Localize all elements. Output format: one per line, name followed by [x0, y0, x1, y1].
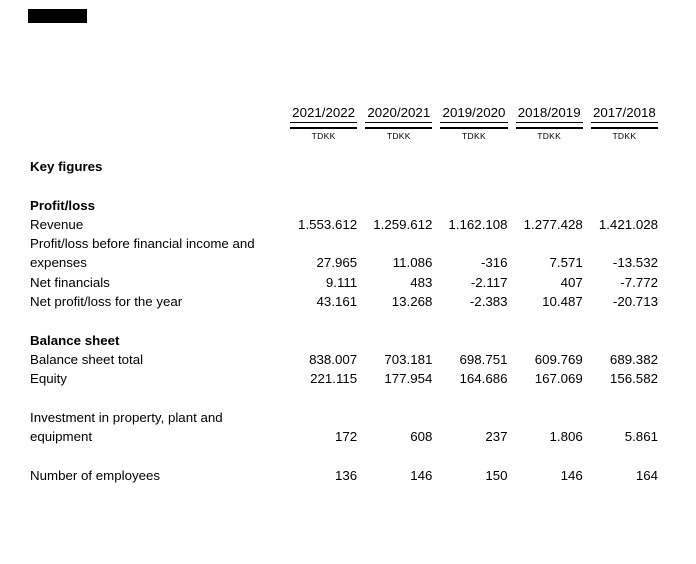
value-cell: 5.861 [624, 429, 658, 445]
value-cell: 1.259.612 [373, 216, 433, 232]
value-cell: 156.582 [609, 371, 658, 387]
value-cell: 221.115 [310, 371, 358, 387]
value-cell: 11.086 [392, 255, 433, 271]
unit-label: TDKK [612, 131, 637, 141]
row-label: Balance sheet total [30, 351, 144, 367]
section-heading: Key figures [30, 159, 103, 174]
row-label: Net financials [30, 274, 110, 290]
redaction-bar [28, 9, 87, 23]
table-row [30, 350, 658, 369]
table-row [30, 408, 658, 447]
value-cell: 407 [560, 274, 583, 290]
column-header [583, 105, 658, 142]
value-cell: 136 [335, 467, 358, 483]
value-cell: 703.181 [384, 351, 433, 367]
table-row [30, 466, 658, 485]
value-cell: -13.532 [612, 255, 658, 271]
value-cell: 608 [410, 429, 433, 445]
value-cell: 1.162.108 [448, 216, 508, 232]
value-cell: 172 [335, 429, 358, 445]
value-cell: 1.277.428 [523, 216, 583, 232]
value-cell: 150 [485, 467, 508, 483]
key-figures-table [30, 157, 658, 485]
unit-label: TDKK [537, 131, 562, 141]
value-cell: -2.383 [469, 294, 508, 310]
value-cell: 13.268 [391, 294, 433, 310]
year-label: 2017/2018 [591, 105, 658, 123]
row-label: Equity [30, 371, 67, 387]
column-header [357, 105, 432, 142]
value-cell: 10.487 [542, 294, 583, 310]
column-header-table [30, 105, 658, 142]
row-label: Number of employees [30, 467, 161, 483]
row-label: Profit/loss before financial income and expenses [30, 236, 255, 271]
value-cell: 146 [560, 467, 583, 483]
table-row [30, 234, 658, 273]
year-label: 2019/2020 [440, 105, 507, 123]
section-heading: Balance sheet [30, 332, 120, 348]
value-cell: 164 [635, 467, 658, 483]
unit-label: TDKK [462, 131, 486, 141]
section-heading-row [30, 157, 658, 176]
value-cell: 7.571 [549, 255, 583, 271]
value-cell: 146 [410, 467, 433, 483]
value-cell: 177.954 [384, 371, 433, 387]
section-heading: Profit/loss [30, 197, 96, 213]
section-heading-row [30, 196, 658, 215]
section-heading-row [30, 331, 658, 350]
value-cell: 1.553.612 [298, 216, 358, 232]
value-cell: 1.421.028 [598, 216, 658, 232]
value-cell: 483 [410, 274, 433, 290]
column-header [508, 105, 583, 142]
value-cell: 689.382 [609, 351, 658, 367]
value-cell: -316 [480, 255, 508, 271]
value-cell: -7.772 [620, 274, 658, 290]
unit-label: TDKK [386, 131, 411, 141]
column-header-row [30, 105, 658, 142]
year-label: 2018/2019 [516, 105, 583, 123]
spacer-row [30, 176, 658, 195]
row-label: Net profit/loss for the year [30, 294, 183, 310]
table-row [30, 273, 658, 292]
value-cell: 43.161 [316, 294, 358, 310]
year-label: 2020/2021 [365, 105, 432, 123]
header-spacer-cell [30, 105, 282, 142]
value-cell: 164.686 [459, 371, 508, 387]
spacer-row [30, 389, 658, 408]
spacer-row [30, 311, 658, 330]
value-cell: -2.117 [470, 274, 508, 290]
year-label: 2021/2022 [290, 105, 357, 123]
row-label: Revenue [30, 216, 84, 232]
value-cell: 167.069 [534, 371, 583, 387]
value-cell: 1.806 [549, 429, 583, 445]
value-cell: 609.769 [534, 351, 583, 367]
value-cell: 698.751 [459, 351, 508, 367]
table-row [30, 369, 658, 388]
table-row [30, 292, 658, 311]
unit-label: TDKK [311, 131, 336, 141]
column-header [432, 105, 507, 142]
value-cell: 9.111 [325, 274, 358, 290]
table-row [30, 215, 658, 234]
column-header [282, 105, 357, 142]
value-cell: 838.007 [309, 351, 358, 367]
value-cell: 237 [485, 429, 508, 445]
value-cell: 27.965 [316, 255, 358, 271]
value-cell: -20.713 [612, 294, 658, 310]
row-label: Investment in property, plant and equipment [30, 409, 223, 445]
spacer-row [30, 446, 658, 465]
